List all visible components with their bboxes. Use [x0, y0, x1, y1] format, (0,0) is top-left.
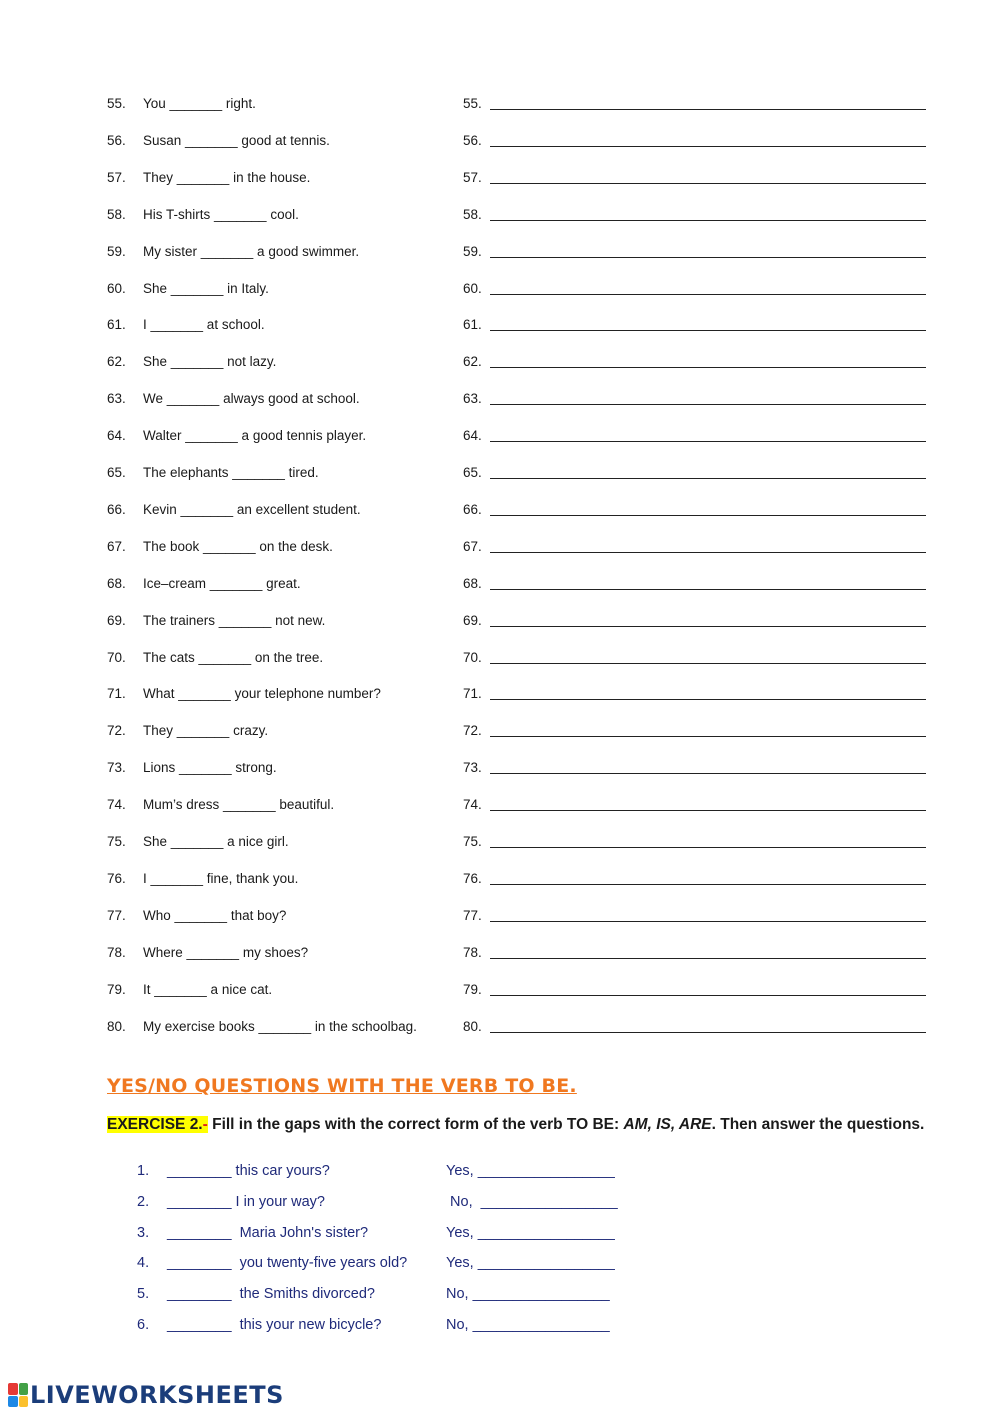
answer-line[interactable] — [490, 220, 926, 221]
answer-number: 63. — [463, 391, 482, 407]
item-number: 58. — [107, 206, 126, 222]
answer-number: 55. — [463, 96, 482, 111]
item-number: 68. — [107, 575, 126, 591]
exercise-row — [0, 758, 1000, 778]
question-text[interactable]: ________ this car yours? — [167, 1163, 330, 1179]
item-sentence: The cats _______ on the tree. — [143, 649, 324, 665]
item-number: 61. — [107, 317, 126, 333]
item-number: 63. — [107, 391, 126, 407]
question-answer[interactable]: Yes, _________________ — [446, 1255, 615, 1272]
answer-line[interactable] — [490, 552, 926, 553]
exercise-row — [0, 537, 1000, 557]
answer-number: 78. — [463, 944, 482, 960]
item-sentence: The trainers _______ not new. — [143, 612, 326, 628]
exercise-row — [0, 943, 1000, 963]
answer-number: 71. — [463, 686, 482, 702]
question-number: 6. — [137, 1317, 150, 1333]
item-number: 69. — [107, 612, 126, 628]
item-sentence: She _______ in Italy. — [143, 280, 269, 296]
exercise-row — [0, 389, 1000, 409]
exercise-row — [0, 869, 1000, 889]
item-sentence: Who _______ that boy? — [143, 907, 287, 923]
question-text[interactable]: ________ the Smiths divorced? — [167, 1286, 375, 1303]
answer-line[interactable] — [490, 921, 926, 922]
answer-number: 60. — [463, 280, 482, 296]
question-row — [0, 1252, 1000, 1274]
answer-number: 57. — [463, 169, 482, 185]
item-sentence: Kevin _______ an excellent student. — [143, 501, 361, 517]
item-sentence: They _______ in the house. — [143, 169, 311, 185]
item-sentence: Ice–cream _______ great. — [143, 575, 301, 591]
answer-number: 58. — [463, 206, 482, 222]
section-heading: YES/NO QUESTIONS WITH THE VERB TO BE. — [107, 1075, 577, 1097]
item-sentence: She _______ not lazy. — [143, 354, 277, 370]
item-sentence: She _______ a nice girl. — [143, 834, 289, 849]
question-row — [0, 1314, 1000, 1336]
item-number: 64. — [107, 428, 126, 444]
question-answer[interactable]: No, _________________ — [446, 1286, 610, 1303]
question-number: 5. — [137, 1286, 150, 1303]
question-text[interactable]: ________ Maria John's sister? — [167, 1224, 369, 1241]
answer-line[interactable] — [490, 699, 926, 700]
item-number: 76. — [107, 870, 126, 886]
exercise-row — [0, 315, 1000, 335]
question-number: 1. — [137, 1163, 150, 1179]
instruction-emphasis: AM, IS, ARE — [623, 1116, 712, 1133]
footer-logo — [8, 1380, 284, 1410]
exercise-row — [0, 832, 1000, 852]
item-sentence: I _______ at school. — [143, 317, 265, 333]
item-number: 62. — [107, 354, 126, 370]
exercise-row — [0, 611, 1000, 631]
answer-line[interactable] — [490, 736, 926, 737]
answer-number: 64. — [463, 428, 482, 444]
liveworksheets-logo-icon — [8, 1383, 28, 1407]
answer-number: 59. — [463, 243, 482, 259]
answer-line[interactable] — [490, 367, 926, 368]
item-sentence: What _______ your telephone number? — [143, 686, 381, 702]
answer-number: 76. — [463, 870, 482, 886]
question-answer[interactable]: Yes, _________________ — [446, 1163, 615, 1179]
exercise-row — [0, 131, 1000, 151]
exercise-row — [0, 1017, 1000, 1037]
item-number: 80. — [107, 1018, 126, 1034]
question-number: 4. — [137, 1255, 150, 1272]
answer-line[interactable] — [490, 330, 926, 331]
item-number: 59. — [107, 243, 126, 259]
exercise-row — [0, 906, 1000, 926]
answer-number: 75. — [463, 834, 482, 849]
item-sentence: Where _______ my shoes? — [143, 944, 309, 960]
item-number: 72. — [107, 723, 126, 739]
item-number: 71. — [107, 686, 126, 702]
answer-line[interactable] — [490, 663, 926, 664]
item-sentence: The book _______ on the desk. — [143, 538, 333, 554]
item-number: 79. — [107, 981, 126, 997]
item-number: 60. — [107, 280, 126, 296]
item-sentence: Lions _______ strong. — [143, 760, 277, 776]
item-number: 65. — [107, 465, 126, 480]
question-text[interactable]: ________ this your new bicycle? — [167, 1317, 382, 1333]
instruction-suffix: . Then answer the questions. — [711, 1116, 925, 1133]
answer-number: 72. — [463, 723, 482, 739]
answer-line[interactable] — [490, 995, 926, 996]
item-number: 66. — [107, 501, 126, 517]
item-number: 73. — [107, 760, 126, 776]
item-sentence: Mum’s dress _______ beautiful. — [143, 797, 335, 813]
answer-line[interactable] — [490, 773, 926, 774]
answer-number: 56. — [463, 132, 482, 148]
exercise-row — [0, 795, 1000, 815]
item-sentence: They _______ crazy. — [143, 723, 269, 739]
exercise-row — [0, 648, 1000, 668]
exercise2-label — [107, 1116, 208, 1133]
answer-line[interactable] — [490, 515, 926, 516]
item-sentence: We _______ always good at school. — [143, 391, 360, 407]
exercise2-label-text: EXERCISE 2. — [107, 1116, 203, 1133]
question-row — [0, 1160, 1000, 1182]
answer-number: 80. — [463, 1018, 482, 1034]
answer-number: 69. — [463, 612, 482, 628]
exercise-row — [0, 500, 1000, 520]
answer-number: 62. — [463, 354, 482, 370]
item-sentence: Walter _______ a good tennis player. — [143, 428, 367, 444]
exercise-row — [0, 94, 1000, 114]
exercise-row — [0, 574, 1000, 594]
item-number: 57. — [107, 169, 126, 185]
answer-number: 77. — [463, 907, 482, 923]
answer-number: 79. — [463, 981, 482, 997]
answer-line[interactable] — [490, 847, 926, 848]
item-sentence: My exercise books _______ in the schoolbag. — [143, 1018, 417, 1034]
item-sentence: It _______ a nice cat. — [143, 981, 273, 997]
answer-line[interactable] — [490, 183, 926, 184]
item-number: 70. — [107, 649, 126, 665]
instruction-prefix: Fill in the gaps with the correct form of the verb TO BE: — [207, 1116, 624, 1133]
exercise-row — [0, 205, 1000, 225]
exercise-row — [0, 463, 1000, 483]
exercise-row — [0, 168, 1000, 188]
exercise-row — [0, 721, 1000, 741]
item-sentence: The elephants _______ tired. — [143, 465, 319, 480]
item-sentence: I _______ fine, thank you. — [143, 870, 299, 886]
answer-line[interactable] — [490, 810, 926, 811]
exercise-row — [0, 242, 1000, 262]
question-row — [0, 1191, 1000, 1213]
item-number: 67. — [107, 538, 126, 554]
exercise-row — [0, 684, 1000, 704]
question-row — [0, 1222, 1000, 1244]
item-sentence: Susan _______ good at tennis. — [143, 132, 330, 148]
answer-line[interactable] — [490, 884, 926, 885]
answer-line[interactable] — [490, 109, 926, 110]
answer-number: 74. — [463, 797, 482, 813]
exercise2-label-dash: - — [202, 1116, 208, 1133]
answer-number: 61. — [463, 317, 482, 333]
answer-number: 68. — [463, 575, 482, 591]
item-number: 56. — [107, 132, 126, 148]
answer-line[interactable] — [490, 958, 926, 959]
exercise-row — [0, 426, 1000, 446]
exercise-row — [0, 279, 1000, 299]
exercise-row — [0, 980, 1000, 1000]
item-number: 77. — [107, 907, 126, 923]
item-number: 55. — [107, 96, 126, 111]
exercise-row — [0, 352, 1000, 372]
item-sentence: You _______ right. — [143, 96, 256, 111]
answer-line[interactable] — [490, 626, 926, 627]
exercise2-instructions — [107, 1116, 987, 1134]
answer-line[interactable] — [490, 589, 926, 590]
item-sentence: His T-shirts _______ cool. — [143, 206, 299, 222]
question-number: 3. — [137, 1224, 150, 1241]
answer-line[interactable] — [490, 478, 926, 479]
question-number: 2. — [137, 1193, 150, 1210]
item-number: 75. — [107, 834, 126, 849]
logo-text: LIVEWORKSHEETS — [30, 1381, 284, 1409]
question-text[interactable]: ________ you twenty-five years old? — [167, 1255, 408, 1272]
answer-line[interactable] — [490, 294, 926, 295]
question-answer[interactable]: No, _________________ — [446, 1193, 618, 1210]
answer-line[interactable] — [490, 441, 926, 442]
question-answer[interactable]: No, _________________ — [446, 1317, 610, 1333]
question-answer[interactable]: Yes, _________________ — [446, 1224, 615, 1241]
answer-line[interactable] — [490, 404, 926, 405]
answer-number: 70. — [463, 649, 482, 665]
answer-number: 73. — [463, 760, 482, 776]
answer-line[interactable] — [490, 257, 926, 258]
question-text[interactable]: ________ I in your way? — [167, 1193, 325, 1210]
answer-line[interactable] — [490, 1032, 926, 1033]
question-row — [0, 1283, 1000, 1305]
item-number: 74. — [107, 797, 126, 813]
answer-line[interactable] — [490, 146, 926, 147]
item-number: 78. — [107, 944, 126, 960]
answer-number: 67. — [463, 538, 482, 554]
answer-number: 65. — [463, 465, 482, 480]
answer-number: 66. — [463, 501, 482, 517]
item-sentence: My sister _______ a good swimmer. — [143, 243, 360, 259]
